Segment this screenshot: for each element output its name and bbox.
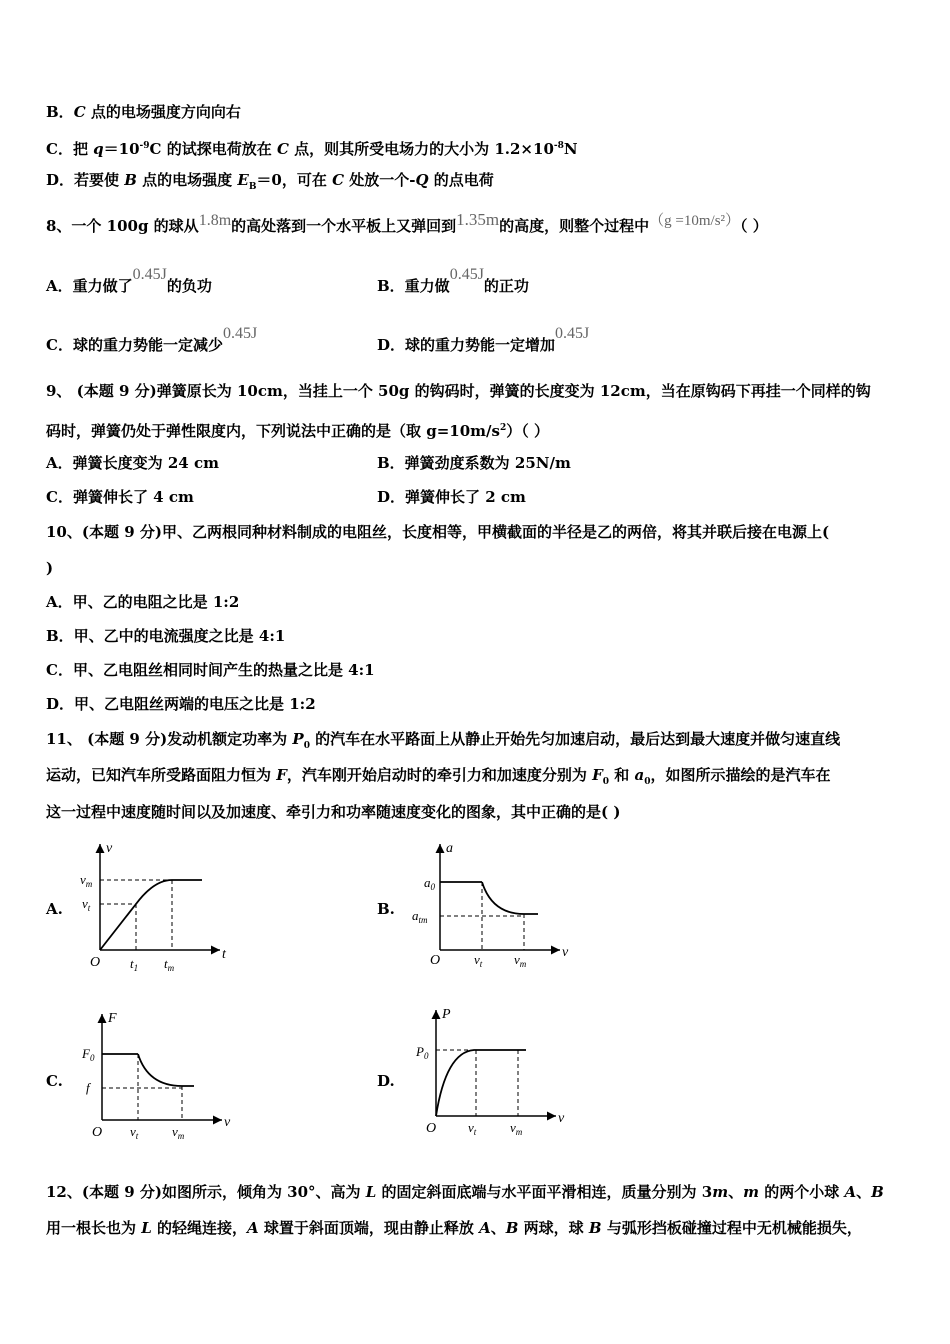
q12-stem-line2: 用一根长也为 L 的轻绳连接，A 球置于斜面顶端，现由静止释放 A、B 两球，球 B 与弧形挡板碰撞过程中无机械能损失，: [46, 1219, 862, 1237]
graph-b-y-label: a: [446, 841, 453, 856]
graph-a-linear-segment: [100, 904, 136, 950]
graph-d: [408, 1004, 573, 1144]
graph-c-y-label: F: [108, 1011, 117, 1026]
graph-b-x-label: v: [562, 945, 569, 960]
q11-stem-line1: 11、 (本题 9 分)发动机额定功率为 $P_0$ 的汽车在水平路面上从静止开始先匀加速启动，最后达到最大速度并做匀速直线: [46, 730, 841, 751]
graph-d-x-label: v: [558, 1111, 565, 1126]
graph-b-atm: $a_{tm}$: [412, 908, 428, 925]
q9-option-b: B．弹簧劲度系数为 25N/m: [377, 454, 571, 472]
graph-a-curve: [136, 880, 202, 904]
q11-option-d-label: D.: [377, 1072, 395, 1090]
graph-b-origin: O: [430, 953, 441, 968]
graph-d-curve: [436, 1050, 526, 1116]
q11-option-a-label: A.: [46, 900, 63, 918]
graph-d-vm: $v_m$: [510, 1120, 523, 1137]
graph-c-f0: $F_0$: [82, 1046, 95, 1063]
graph-c-vm: $v_m$: [172, 1124, 185, 1141]
q11-option-b-label: B.: [377, 900, 395, 918]
graph-a: [78, 838, 238, 978]
q10-stem-line1: 10、(本题 9 分)甲、乙两根同种材料制成的电阻丝，长度相等，甲横截面的半径是乙的两倍，将其并联后接在电源上(: [46, 523, 830, 541]
q11-stem-line3: 这一过程中速度随时间以及加速度、牵引力和功率随速度变化的图象，其中正确的是( ): [46, 803, 621, 821]
graph-d-origin: O: [426, 1121, 437, 1136]
graph-a-origin: O: [90, 955, 101, 970]
graph-c-f: f: [86, 1080, 90, 1095]
q10-option-d: D．甲、乙电阻丝两端的电压之比是 1:2: [46, 695, 316, 713]
q10-option-c: C．甲、乙电阻丝相同时间产生的热量之比是 4:1: [46, 661, 375, 679]
graph-a-x-label: t: [222, 947, 226, 962]
graph-d-y-label: P: [442, 1007, 451, 1022]
graph-c-origin: O: [92, 1125, 103, 1140]
q10-option-a: A．甲、乙的电阻之比是 1:2: [46, 593, 240, 611]
graph-d-vt: $v_t$: [468, 1120, 477, 1137]
q7-option-d: D．若要使 B 点的电场强度 $E_B=0$，可在 C 处放一个-Q 的点电荷: [46, 171, 494, 192]
q9-stem-line1: 9、 (本题 9 分)弹簧原长为 10cm，当挂上一个 50g 的钩码时，弹簧的长度变为 12cm，当在原钩码下再挂一个同样的钩: [46, 382, 871, 400]
graph-b-vm: $v_m$: [514, 952, 527, 969]
q7-option-c: C．把 $q=10^{-9}C$ 的试探电荷放在 C 点，则其所受电场力的大小为 $1.2\times 10^{-8}N$: [46, 140, 578, 158]
q11-stem-line2: 运动，已知汽车所受路面阻力恒为 F，汽车刚开始启动时的牵引力和加速度分别为 $F_0$ 和 $a_0$，如图所示描绘的是汽车在: [46, 766, 831, 787]
q8-stem: 8、一个 100g 的球从1.8m的高处落到一个水平板上又弹回到1.35m的高度，则整个过程中（g =10m/s²）（ ）: [46, 210, 768, 235]
q10-stem-line2: ): [46, 559, 54, 577]
q9-option-c: C．弹簧伸长了 4 cm: [46, 488, 194, 506]
q9-option-a: A．弹簧长度变为 24 cm: [46, 454, 219, 472]
graph-a-tm: $t_m$: [164, 956, 175, 973]
graph-c: [78, 1008, 238, 1148]
graph-b-curve: [482, 882, 538, 914]
graph-b: [408, 838, 573, 978]
q12-stem-line1: 12、(本题 9 分)如图所示，倾角为 30°、高为 L 的固定斜面底端与水平面平滑相连，质量分别为 3m、m 的两个小球 A、B: [46, 1183, 884, 1201]
graph-c-vt: $v_t$: [130, 1124, 139, 1141]
graph-a-vm: $v_m$: [80, 872, 93, 889]
q10-option-b: B．甲、乙中的电流强度之比是 4:1: [46, 627, 286, 645]
graph-b-a0: $a_0$: [424, 875, 435, 892]
q9-stem-line2: 码时，弹簧仍处于弹性限度内，下列说法中正确的是（取 $g=10m/s^2$）（ ）: [46, 422, 549, 440]
graph-a-t1: $t_1$: [130, 956, 139, 973]
q8-option-b: B．重力做0.45J的正功: [377, 266, 529, 295]
graph-c-curve: [138, 1054, 194, 1086]
q11-option-c-label: C.: [46, 1072, 63, 1090]
q9-option-d: D．弹簧伸长了 2 cm: [377, 488, 526, 506]
q8-option-c: C．球的重力势能一定减少0.45J: [46, 325, 258, 354]
graph-a-y-label: v: [106, 841, 113, 856]
q8-option-d: D．球的重力势能一定增加0.45J: [377, 325, 590, 354]
graph-b-vt: $v_t$: [474, 952, 483, 969]
graph-a-vt: $v_t$: [82, 896, 91, 913]
graph-d-p0: $P_0$: [416, 1044, 429, 1061]
q7-option-b: B．C 点的电场强度方向向右: [46, 103, 241, 121]
q8-option-a: A．重力做了0.45J的负功: [46, 266, 212, 295]
graph-c-x-label: v: [224, 1115, 231, 1130]
